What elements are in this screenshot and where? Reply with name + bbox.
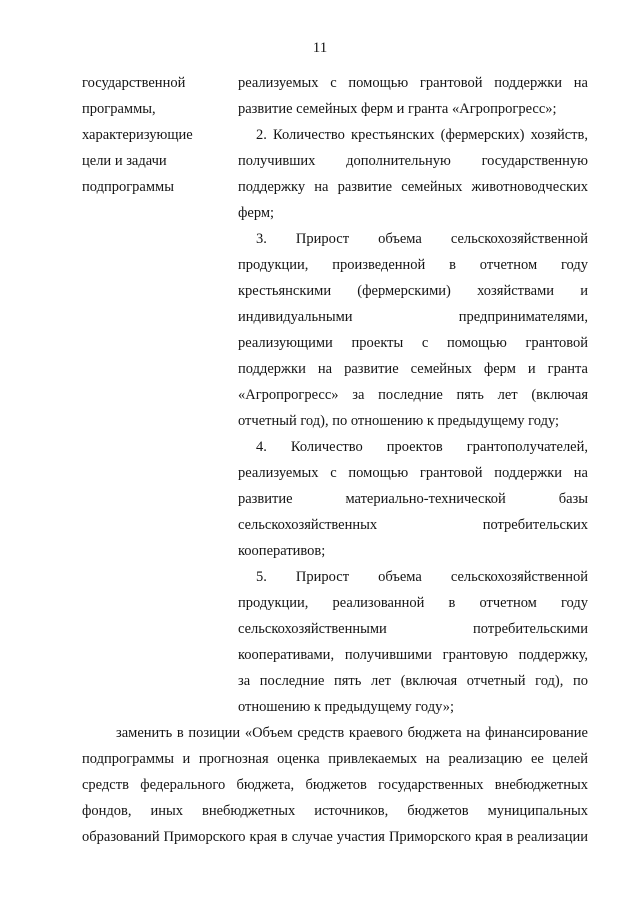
paragraph-line: подпрограммы и прогнозная оценка привлекаемых на реализацию ее целей [82,751,588,767]
left-column-line: характеризующие [82,127,193,143]
paragraph-line: заменить в позиции «Объем средств краевого бюджета на финансирование [116,725,588,741]
right-column-line: реализуемых с помощью грантовой поддержки на [238,465,588,481]
right-column-line: крестьянскими (фермерскими) хозяйствами и [238,283,588,299]
page-number: 11 [312,40,328,56]
right-column-line: кооперативов; [238,543,326,559]
right-column-line: продукции, реализованной в отчетном году [238,595,588,611]
right-column-line: реализующими проекты с помощью грантовой [238,335,588,351]
right-column-line: 3. Прирост объема сельскохозяйственной [256,231,588,247]
left-column-heading [82,70,232,200]
right-column-line: продукции, произведенной в отчетном году [238,257,588,273]
right-column-line: за последние пять лет (включая отчетный год), по [238,673,588,689]
left-column-line: программы, [82,101,156,117]
paragraph-line: фондов, иных внебюджетных источников, бюджетов муниципальных [82,803,588,819]
left-column-line: государственной [82,75,186,91]
amendment-paragraph [82,720,588,850]
right-column-line: развитие материально-технической базы [238,491,588,507]
right-column-line: 5. Прирост объема сельскохозяйственной [256,569,588,585]
right-column-line: «Агропрогресс» за последние пять лет (включая [238,387,588,403]
left-column-line: подпрограммы [82,179,174,195]
right-column-line: получивших дополнительную государственную [238,153,588,169]
right-column-line: поддержку на развитие семейных животноводческих [238,179,588,195]
right-column-line: сельскохозяйственными потребительскими [238,621,588,637]
right-column-line: ферм; [238,205,275,221]
right-column-line: 2. Количество крестьянских (фермерских) хозяйств, [256,127,588,143]
right-column-line: кооперативами, получившими грантовую поддержку, [238,647,588,663]
right-column-line: поддержки на развитие семейных ферм и гранта [238,361,588,377]
right-column-line: индивидуальными предпринимателями, [238,309,588,325]
right-column-line: сельскохозяйственных потребительских [238,517,588,533]
left-column-line: цели и задачи [82,153,167,169]
right-column-indicators [238,70,588,720]
right-column-line: реализуемых с помощью грантовой поддержки на [238,75,588,91]
paragraph-line: образований Приморского края в случае участия Приморского края в реализации [82,829,588,845]
right-column-line: 4. Количество проектов грантополучателей, [256,439,588,455]
paragraph-line: средств федерального бюджета, бюджетов государственных внебюджетных [82,777,588,793]
right-column-line: отчетный год), по отношению к предыдущему году; [238,413,560,429]
right-column-line: отношению к предыдущему году»; [238,699,454,715]
right-column-line: развитие семейных ферм и гранта «Агропрогресс»; [238,101,557,117]
